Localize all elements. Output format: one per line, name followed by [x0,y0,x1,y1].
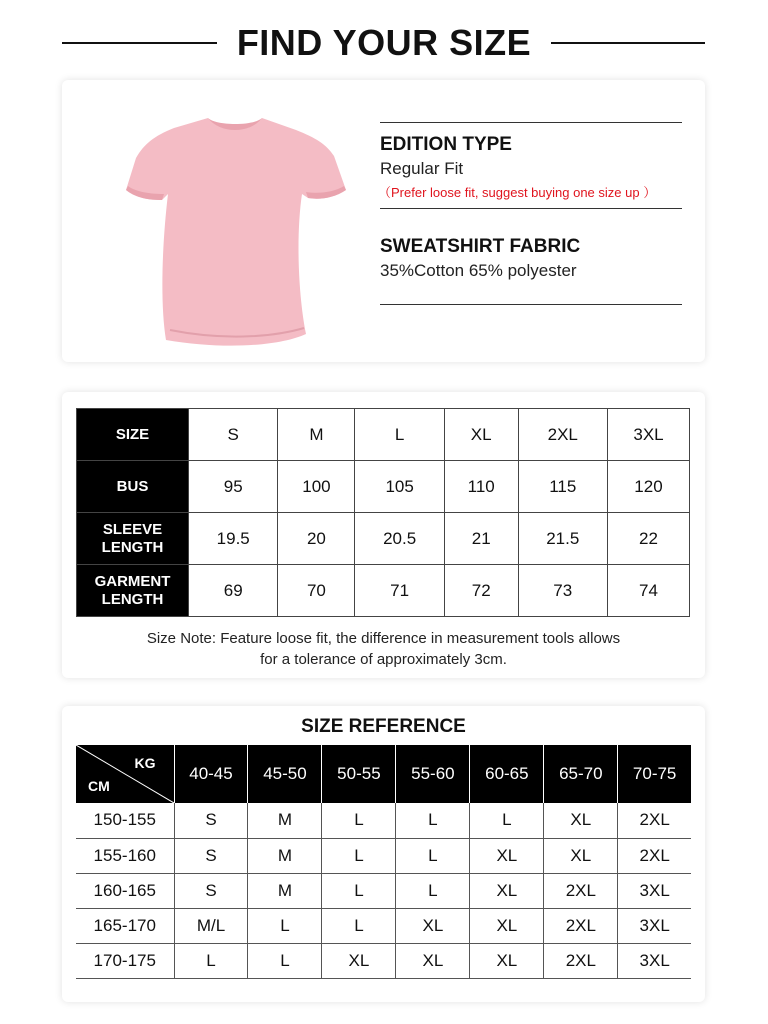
weight-range-header: 55-60 [396,745,470,803]
edition-type-value: Regular Fit [380,159,464,178]
size-header-row [77,409,690,461]
size-reference-table [76,745,691,979]
recommended-size-cell: M [248,838,322,873]
weight-range-header: 60-65 [470,745,544,803]
measurement-value: 20.5 [355,513,444,565]
tshirt-image [120,104,350,350]
size-reference-title: SIZE REFERENCE [301,716,466,737]
measurement-value: 69 [189,565,278,617]
recommended-size-cell: XL [470,908,544,943]
measurement-value: 21.5 [518,513,607,565]
height-range-cell: 150-155 [76,803,174,838]
table-row [77,461,690,513]
size-chart-table [76,408,690,617]
measurement-value: 100 [278,461,355,513]
recommended-size-cell: 3XL [618,873,691,908]
measurement-value: 20 [278,513,355,565]
recommended-size-cell: 3XL [618,943,691,978]
measurement-value: 19.5 [189,513,278,565]
recommended-size-cell: L [248,908,322,943]
size-cell: 3XL [607,409,689,461]
measurement-value: 95 [189,461,278,513]
height-range-cell: 160-165 [76,873,174,908]
measurement-value: 72 [444,565,518,617]
weight-range-header: 65-70 [544,745,618,803]
height-axis-label: CM [88,778,110,794]
recommended-size-cell: L [322,803,396,838]
measurement-value: 22 [607,513,689,565]
recommended-size-cell: L [322,908,396,943]
size-cell: S [189,409,278,461]
recommended-size-cell: S [174,838,248,873]
table-row [76,803,691,838]
measurement-value: 21 [444,513,518,565]
table-row [77,565,690,617]
recommended-size-cell: XL [470,873,544,908]
fabric-label: SWEATSHIRT FABRIC [380,236,581,257]
table-corner-cell [76,745,174,803]
weight-range-header: 70-75 [618,745,691,803]
measurement-value: 71 [355,565,444,617]
recommended-size-cell: XL [544,838,618,873]
divider [380,122,682,123]
measurement-value: 110 [444,461,518,513]
recommended-size-cell: XL [396,943,470,978]
size-note-line: Size Note: Feature loose fit, the difference in measurement tools allows [146,630,621,647]
table-row [76,838,691,873]
recommended-size-cell: M/L [174,908,248,943]
recommended-size-cell: L [396,873,470,908]
size-reference-card [62,706,705,1002]
divider [380,208,682,209]
recommended-size-cell: XL [470,943,544,978]
table-row [76,873,691,908]
recommended-size-cell: M [248,803,322,838]
edition-type-label: EDITION TYPE [380,134,512,155]
recommended-size-cell: L [396,803,470,838]
recommended-size-cell: L [322,838,396,873]
recommended-size-cell: L [322,873,396,908]
product-info-card [62,80,705,362]
recommended-size-cell: M [248,873,322,908]
recommended-size-cell: XL [396,908,470,943]
recommended-size-cell: L [396,838,470,873]
recommended-size-cell: 2XL [618,838,691,873]
recommended-size-cell: S [174,873,248,908]
size-note [62,628,705,670]
diagonal-divider [76,745,174,803]
measurement-value: 70 [278,565,355,617]
recommended-size-cell: XL [544,803,618,838]
recommended-size-cell: L [470,803,544,838]
recommended-size-cell: 3XL [618,908,691,943]
measurement-value: 105 [355,461,444,513]
size-note-line: for a tolerance of approximately 3cm. [260,651,507,668]
size-chart-card [62,392,705,678]
edition-fit-note: （Prefer loose fit, suggest buying one size up ） [378,185,657,200]
size-cell: 2XL [518,409,607,461]
recommended-size-cell: 2XL [544,908,618,943]
weight-axis-label: KG [134,755,156,771]
recommended-size-cell: XL [470,838,544,873]
size-cell: M [278,409,355,461]
page-title: FIND YOUR SIZE [236,22,532,63]
measurement-label: GARMENT LENGTH [77,565,189,617]
table-row [76,908,691,943]
fabric-value: 35%Cotton 65% polyester [380,261,577,280]
size-cell: L [355,409,444,461]
measurement-value: 115 [518,461,607,513]
weight-range-header: 50-55 [322,745,396,803]
recommended-size-cell: 2XL [544,943,618,978]
divider [380,304,682,305]
recommended-size-cell: 2XL [618,803,691,838]
weight-range-header: 45-50 [248,745,322,803]
size-row-label: SIZE [77,409,189,461]
recommended-size-cell: L [174,943,248,978]
title-divider-right [551,42,705,44]
recommended-size-cell: XL [322,943,396,978]
height-range-cell: 155-160 [76,838,174,873]
height-range-cell: 170-175 [76,943,174,978]
height-range-cell: 165-170 [76,908,174,943]
measurement-value: 73 [518,565,607,617]
size-cell: XL [444,409,518,461]
measurement-value: 120 [607,461,689,513]
weight-range-header: 40-45 [174,745,248,803]
table-row [77,513,690,565]
measurement-value: 74 [607,565,689,617]
recommended-size-cell: S [174,803,248,838]
recommended-size-cell: L [248,943,322,978]
page-header [0,18,768,68]
recommended-size-cell: 2XL [544,873,618,908]
table-row [76,943,691,978]
measurement-label: BUS [77,461,189,513]
measurement-label: SLEEVE LENGTH [77,513,189,565]
